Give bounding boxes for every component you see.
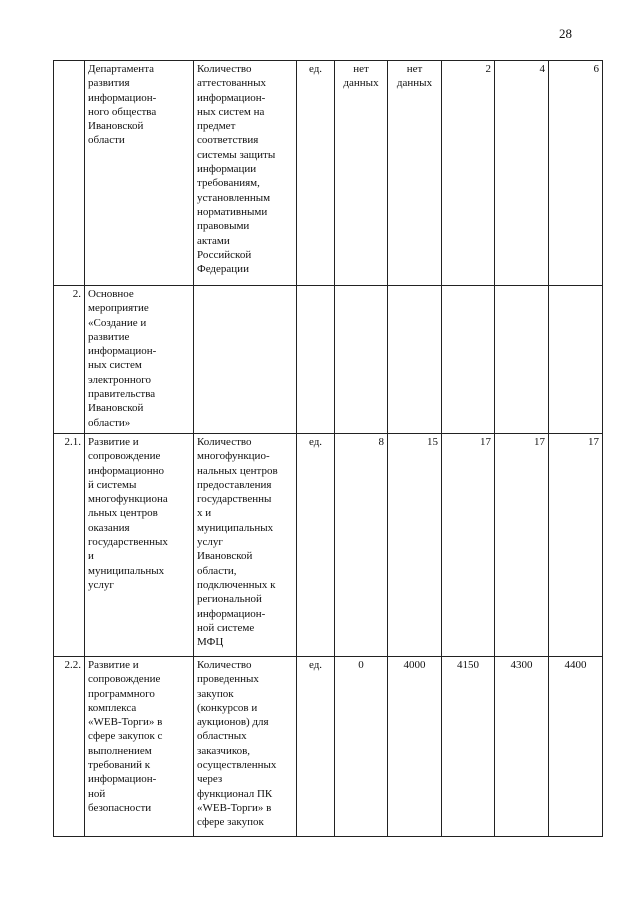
- value-2: 15: [388, 434, 442, 657]
- unit: ед.: [297, 434, 335, 657]
- value-3: 2: [442, 61, 495, 286]
- page-number: 28: [559, 26, 572, 41]
- row-number: 2.1.: [54, 434, 85, 657]
- indicator-name: Количество аттестованных информацион- ных систем на предмет соответствия системы защиты информации требованиям, установленным нормативными правовыми актами Российской Федерации: [194, 61, 297, 286]
- value-3: [442, 286, 495, 434]
- value-2: 4000: [388, 657, 442, 837]
- table-row: [54, 61, 603, 286]
- activity-name: Развитие и сопровождение информационно й системы многофункциона льных центров оказания государственных и муниципальных услуг: [85, 434, 194, 657]
- indicator-name: Количество многофункцио- нальных центров предоставления государственны х и муниципальных услуг Ивановской области, подключенных к региональной информацион- ной системе МФЦ: [194, 434, 297, 657]
- value-5: [549, 286, 603, 434]
- value-1: [335, 286, 388, 434]
- value-3: 4150: [442, 657, 495, 837]
- activity-name: Департамента развития информацион- ного общества Ивановской области: [85, 61, 194, 286]
- unit: ед.: [297, 657, 335, 837]
- value-4: 17: [495, 434, 549, 657]
- row-number: 2.: [54, 286, 85, 434]
- value-5: 6: [549, 61, 603, 286]
- value-1: 0: [335, 657, 388, 837]
- value-4: [495, 286, 549, 434]
- value-1: 8: [335, 434, 388, 657]
- indicators-table: [53, 60, 603, 837]
- value-4: 4300: [495, 657, 549, 837]
- value-5: 4400: [549, 657, 603, 837]
- value-4: 4: [495, 61, 549, 286]
- row-number: 2.2.: [54, 657, 85, 837]
- value-1: нет данных: [335, 61, 388, 286]
- row-number: [54, 61, 85, 286]
- unit: [297, 286, 335, 434]
- table-row: [54, 286, 603, 434]
- table-row: [54, 657, 603, 837]
- indicator-name: [194, 286, 297, 434]
- value-3: 17: [442, 434, 495, 657]
- value-5: 17: [549, 434, 603, 657]
- value-2: [388, 286, 442, 434]
- unit: ед.: [297, 61, 335, 286]
- indicator-name: Количество проведенных закупок (конкурсов и аукционов) для областных заказчиков, осуществленных через функционал ПК «WEB-Торги» в сфере закупок: [194, 657, 297, 837]
- table-row: [54, 434, 603, 657]
- value-2: нет данных: [388, 61, 442, 286]
- activity-name: Основное мероприятие «Создание и развитие информацион- ных систем электронного правительства Ивановской области»: [85, 286, 194, 434]
- activity-name: Развитие и сопровождение программного комплекса «WEB-Торги» в сфере закупок с выполнением требований к информацион- ной безопасности: [85, 657, 194, 837]
